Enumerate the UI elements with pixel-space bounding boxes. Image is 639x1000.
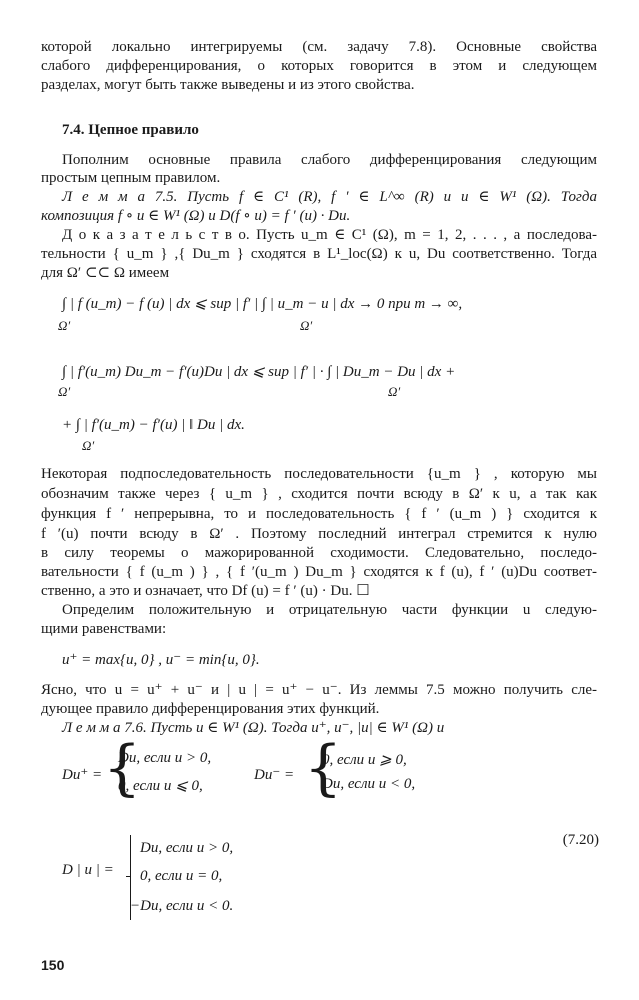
- text-line: обозначим также через { u_m } , сходится почти всюду в Ω′ к u, а так как: [41, 486, 597, 502]
- lemma-7-5-statement: композиция f ∘ u ∈ W¹ (Ω) и D(f ∘ u) = f ′ (u) · Du.: [41, 208, 351, 224]
- d-abs-u-lhs: D | u | =: [62, 862, 114, 878]
- text-line: ственно, а это и означает, что Df (u) = f ′ (u) · Du. ☐: [41, 583, 370, 599]
- text-line: Ясно, что u = u⁺ + u⁻ и | u | = u⁺ − u⁻. Из леммы 7.5 можно получить сле-: [41, 682, 597, 698]
- text-line: Пополним основные правила слабого дифференцирования следующим: [62, 152, 597, 168]
- du-plus-case: 0, если u ⩽ 0,: [118, 778, 203, 794]
- left-brace: {: [304, 733, 343, 803]
- abs-case: −Du, если u < 0.: [130, 898, 234, 914]
- case-bracket-notch: [126, 876, 131, 877]
- integral-domain: Ω′: [388, 384, 401, 399]
- lemma-7-6-statement: Л е м м а 7.6. Пусть u ∈ W¹ (Ω). Тогда u⁺, u⁻, |u| ∈ W¹ (Ω) и: [62, 720, 445, 736]
- lemma-7-5-statement: Л е м м а 7.5. Пусть f ∈ C¹ (R), f ′ ∈ L^∞ (R) и u ∈ W¹ (Ω). Тогда: [62, 189, 597, 205]
- du-minus-case: Du, если u < 0,: [322, 776, 416, 792]
- du-minus-lhs: Du⁻ =: [254, 767, 295, 783]
- text-line: функция f ′ непрерывна, то и последовательность { f ′ (u_m ) } сходится к: [41, 506, 597, 522]
- text-line: которой локально интегрируемы (см. задачу 7.8). Основные свойства: [41, 39, 597, 55]
- integral-domain: Ω′: [300, 318, 313, 333]
- du-plus-lhs: Du⁺ =: [62, 767, 103, 783]
- integral-domain: Ω′: [58, 384, 71, 399]
- text-line: Некоторая подпоследовательность последовательности {u_m } , которую мы: [41, 466, 597, 482]
- equation-4: u⁺ = max{u, 0} , u⁻ = min{u, 0}.: [62, 652, 260, 668]
- page-number: 150: [41, 957, 65, 973]
- equation-number: (7.20): [562, 832, 599, 848]
- text-line: в силу теоремы о мажорированной сходимости. Следовательно, последо-: [41, 545, 597, 561]
- integral-domain: Ω′: [82, 438, 95, 453]
- text-line: вательности { f (u_m ) } , { f ′(u_m ) Du_m } сходятся к f (u), f ′ (u)Du соответ-: [41, 564, 597, 580]
- equation-1: ∫ | f (u_m) − f (u) | dx ⩽ sup | f′ | ∫ | u_m − u | dx → 0 при m → ∞,: [62, 296, 463, 312]
- proof-line: тельности { u_m } ,{ Du_m } сходятся в L¹_loc(Ω) к u, Du соответственно. Тогда: [41, 246, 597, 262]
- left-brace: {: [103, 733, 142, 803]
- text-line: Определим положительную и отрицательную части функции u следую-: [62, 602, 597, 618]
- text-line: разделах, могут быть также выведены и из этого свойства.: [41, 77, 415, 93]
- equation-3: + ∫ | f′(u_m) − f′(u) | ‖ Du | dx.: [62, 417, 245, 433]
- text-line: слабого дифференцирования, о которых говорится в этом и следующем: [41, 58, 597, 74]
- section-heading: 7.4. Цепное правило: [62, 122, 199, 138]
- text-line: f ′(u) почти всюду в Ω′ . Поэтому последний интеграл стремится к нулю: [41, 526, 597, 542]
- abs-case: Du, если u > 0,: [140, 840, 234, 856]
- du-plus-case: Du, если u > 0,: [118, 750, 212, 766]
- proof-line: Д о к а з а т е л ь с т в о. Пусть u_m ∈ C¹ (Ω), m = 1, 2, . . . , а последова-: [62, 227, 597, 243]
- proof-line: для Ω′ ⊂⊂ Ω имеем: [41, 265, 170, 281]
- abs-case: 0, если u = 0,: [140, 868, 223, 884]
- text-line: щими равенствами:: [41, 621, 167, 637]
- integral-domain: Ω′: [58, 318, 71, 333]
- text-line: простым цепным правилом.: [41, 170, 221, 186]
- equation-2: ∫ | f′(u_m) Du_m − f′(u)Du | dx ⩽ sup | f′ | · ∫ | Du_m − Du | dx +: [62, 364, 456, 380]
- text-line: дующее правило дифференцирования этих функций.: [41, 701, 380, 717]
- du-minus-case: 0, если u ⩾ 0,: [322, 752, 407, 768]
